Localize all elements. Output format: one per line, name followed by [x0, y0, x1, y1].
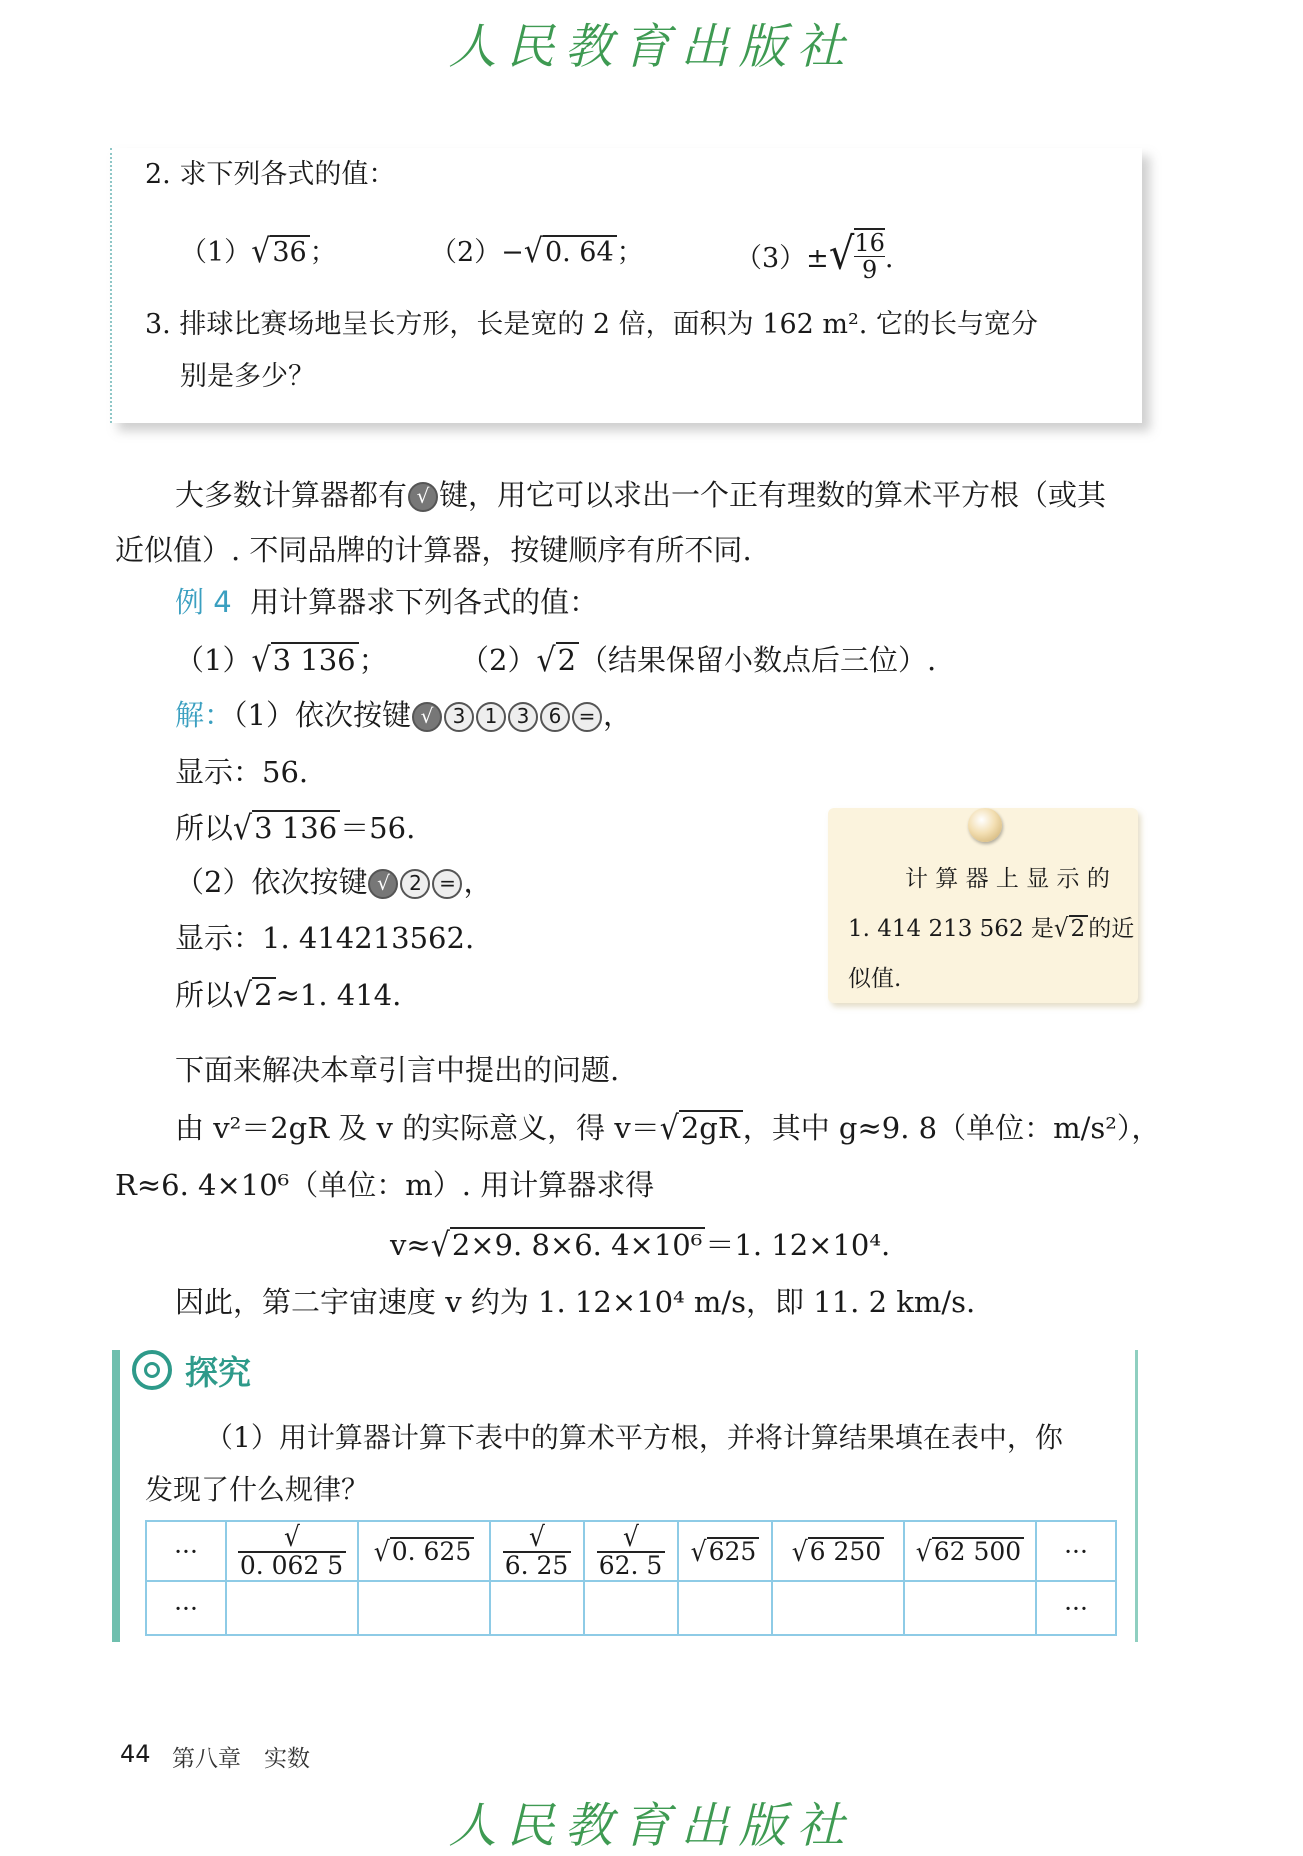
chapter-title: 第八章 实数	[172, 1746, 310, 1772]
solution-step2: （2）依次按键 √ 2 = ，	[175, 865, 493, 899]
explore-text2: 发现了什么规律？	[145, 1473, 370, 1506]
table-row-blank	[146, 1581, 1116, 1635]
exercise-q2-part2: （2）−√0. 64 ；	[430, 232, 644, 271]
sqrt-key-icon: √	[368, 869, 398, 899]
exercise-q2-part3: （3）±√ $\frac{16}{9}$ .	[735, 228, 894, 284]
digit-key-3: 3	[444, 702, 474, 732]
table-cell	[772, 1581, 904, 1635]
table-cell: ···	[146, 1521, 226, 1581]
paragraph-velocity-2: R≈6. 4×10⁶（单位：m）. 用计算器求得	[115, 1168, 655, 1202]
paragraph-next: 下面来解决本章引言中提出的问题.	[175, 1053, 620, 1087]
explore-title: 探究	[185, 1353, 251, 1392]
table-cell: ···	[146, 1581, 226, 1635]
note-line1: 计 算 器 上 显 示 的	[905, 866, 1110, 892]
publisher-logo-top: 人民教育出版社	[448, 19, 855, 75]
explore-sidebar	[112, 1350, 120, 1642]
exercise-q2: 2. 求下列各式的值：	[145, 159, 396, 190]
publisher-logo-bottom: 人民教育出版社	[448, 1798, 855, 1854]
example-part2: （2）√2 （结果保留小数点后三位）.	[460, 641, 937, 680]
table-cell: √0. 062 5	[226, 1521, 358, 1581]
pin-icon	[968, 808, 1002, 842]
table-cell: ···	[1036, 1581, 1116, 1635]
example-part1: （1）√3 136 ；	[175, 641, 388, 680]
digit-key-3b: 3	[508, 702, 538, 732]
explore-text1: （1）用计算器计算下表中的算术平方根，并将计算结果填在表中，你	[205, 1421, 1063, 1454]
explore-icon	[132, 1350, 172, 1390]
sqrt-key-icon: √	[412, 702, 442, 732]
paragraph-calculator-line2: 近似值）. 不同品牌的计算器，按键顺序有所不同.	[115, 533, 752, 567]
solution-step1: 解：（1）依次按键 √ 3 1 3 6 = ，	[175, 698, 632, 732]
table-cell: √0. 625	[358, 1521, 490, 1581]
paragraph-calculator: 大多数计算器都有 √ 键，用它可以求出一个正有理数的算术平方根（或其	[175, 478, 1107, 512]
table-cell: √6. 25	[490, 1521, 584, 1581]
exercise-q2-part1: （1）√36 ；	[180, 232, 337, 271]
result-2: 所以√2 ≈1. 414.	[175, 976, 402, 1015]
display-2: 显示：1. 414213562.	[175, 921, 475, 955]
display-1: 显示：56.	[175, 755, 309, 789]
table-cell: √625	[678, 1521, 772, 1581]
example-label: 例 4	[175, 585, 232, 619]
table-cell	[904, 1581, 1036, 1635]
paragraph-velocity-1: 由 v²＝2gR 及 v 的实际意义，得 v＝√2gR ，其中 g≈9. 8（单位：m/s²），	[175, 1109, 1161, 1148]
table-row-header	[146, 1521, 1116, 1581]
exercise-q3-line1: 3. 排球比赛场地呈长方形，长是宽的 2 倍，面积为 162 m². 它的长与宽分	[145, 309, 1038, 340]
table-cell	[226, 1581, 358, 1635]
table-cell	[584, 1581, 678, 1635]
table-cell	[490, 1581, 584, 1635]
digit-key-6: 6	[540, 702, 570, 732]
exercise-q3-line2: 别是多少？	[180, 361, 315, 392]
digit-key-1: 1	[476, 702, 506, 732]
conclusion: 因此，第二宇宙速度 v 约为 1. 12×10⁴ m/s，即 11. 2 km/s.	[175, 1285, 976, 1319]
example-heading: 例 4 用计算器求下列各式的值：	[175, 585, 599, 619]
table-cell	[678, 1581, 772, 1635]
velocity-formula: v≈√2×9. 8×6. 4×10⁶ ＝1. 12×10⁴.	[390, 1226, 891, 1265]
solution-label: 解：	[175, 698, 234, 732]
sqrt-key-icon: √	[408, 482, 438, 512]
result-1: 所以√3 136 ＝56.	[175, 809, 416, 848]
note-line3: 似值.	[848, 966, 902, 992]
explore-right-border	[1135, 1350, 1138, 1642]
page-number: 44	[120, 1740, 151, 1768]
table-cell: √62. 5	[584, 1521, 678, 1581]
sqrt-table	[145, 1520, 1117, 1636]
table-cell: √62 500	[904, 1521, 1036, 1581]
equals-key-icon: =	[572, 702, 602, 732]
table-cell: ···	[1036, 1521, 1116, 1581]
digit-key-2: 2	[400, 869, 430, 899]
note-line2: 1. 414 213 562 是√2 的近	[848, 914, 1135, 944]
equals-key-icon: =	[432, 869, 462, 899]
table-cell: √6 250	[772, 1521, 904, 1581]
table-cell	[358, 1581, 490, 1635]
